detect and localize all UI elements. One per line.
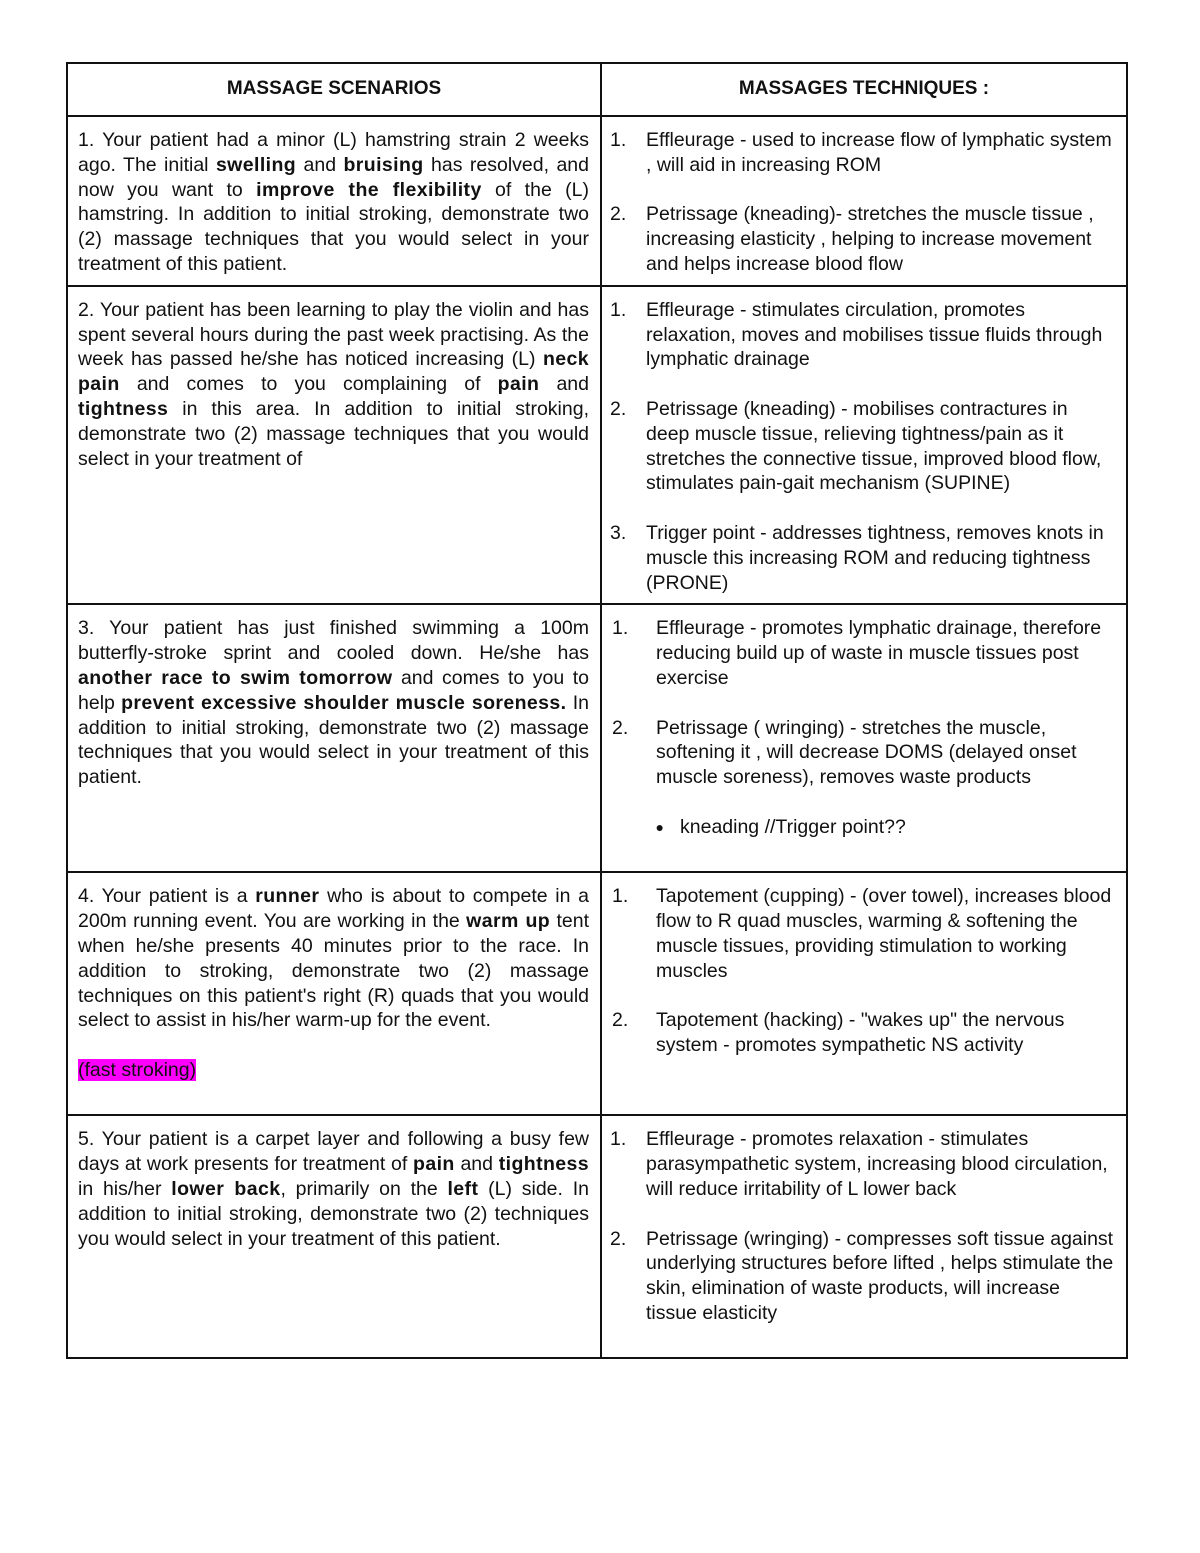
list-number: 1. (610, 129, 627, 151)
text-run: 2. Your patient has been learning to play the violin and has spent several hours during the past week practising. As the week has passed he/she has noticed increasing (L) (78, 298, 589, 371)
text-run: 1. Your patient had a minor (L) hamstring strain 2 weeks ago. The initial (78, 129, 589, 176)
technique-list (610, 1127, 1116, 1325)
bold-phrase: left (447, 1177, 479, 1200)
technique-item (610, 1227, 1116, 1326)
list-number: 2. (610, 1227, 627, 1250)
text-run: 5. Your patient is a carpet layer and following a busy few days at work presents for treatment of (78, 1128, 589, 1176)
technique-item (610, 128, 1116, 178)
technique-text: Trigger point - addresses tightness, removes knots in muscle this increasing ROM and reducing tightness (PRONE) (646, 521, 1104, 594)
bold-phrase: pain (413, 1153, 455, 1176)
bullet-item (610, 815, 1116, 840)
list-number: 1. (610, 298, 627, 321)
technique-list (610, 298, 1116, 596)
technique-text: Petrissage (kneading) - mobilises contractures in deep muscle tissue, relieving tightness/pain as it stretches the connective tissue, improved blood flow, stimulates pain-gait mechanism (SUPINE) (646, 397, 1102, 495)
text-run: and (539, 373, 589, 396)
text-run: in his/her (78, 1177, 172, 1200)
technique-item (610, 298, 1116, 372)
bullet-text: kneading //Trigger point?? (680, 815, 906, 838)
highlighted-note: (fast stroking) (78, 1058, 197, 1081)
scenario-text (78, 1127, 589, 1251)
massage-table (66, 62, 1128, 1359)
bold-phrase: bruising (343, 153, 424, 176)
scenario-text (78, 298, 589, 472)
bold-phrase: tightness (78, 397, 169, 420)
bold-phrase: another race to swim tomorrow (78, 666, 393, 689)
techniques-cell (601, 872, 1127, 1115)
text-run: 4. Your patient is a (78, 885, 256, 908)
table-row (67, 1115, 1127, 1358)
scenario-text (78, 616, 589, 790)
technique-list (610, 128, 1116, 277)
bold-phrase: runner (255, 885, 320, 908)
text-run: and comes to you complaining of (119, 373, 498, 396)
bold-phrase: prevent excessive shoulder muscle soreness. (121, 691, 567, 714)
text-run: and (296, 153, 344, 176)
bullet-dot-icon: ● (655, 818, 664, 835)
text-run: and (454, 1153, 499, 1176)
list-number: 3. (610, 521, 627, 544)
technique-item (610, 521, 1116, 595)
text-run: has resolved, and now you want to (78, 153, 589, 201)
list-number: 2. (612, 1009, 629, 1032)
technique-item (610, 716, 1116, 790)
text-run: and comes to you to help (78, 666, 589, 714)
text-run: (L) side. In addition to initial stroking, demonstrate two (2) techniques you would select in your treatment of this patient. (78, 1177, 589, 1250)
techniques-cell (601, 1115, 1127, 1358)
bold-phrase: lower back (171, 1177, 281, 1200)
table-row (67, 116, 1127, 286)
table-row (67, 604, 1127, 872)
techniques-header: MASSAGES TECHNIQUES : (601, 63, 1127, 116)
text-run: tent when he/she presents 40 minutes prior to the race. In addition to stroking, demonstrate two (2) massage techniques on this patient's right (R) quads that you would select to assist in his/her warm-up for the event. (78, 910, 589, 1032)
scenario-cell (67, 116, 601, 286)
list-number: 1. (612, 885, 629, 908)
technique-text: Effleurage - promotes lymphatic drainage, therefore reducing build up of waste in muscle tissues post exercise (656, 617, 1102, 689)
table-row (67, 286, 1127, 605)
techniques-cell (601, 286, 1127, 605)
technique-item (610, 202, 1116, 276)
list-number: 2. (610, 397, 627, 420)
scenario-cell (67, 604, 601, 872)
technique-text: Effleurage - stimulates circulation, promotes relaxation, moves and mobilises tissue fluids through lymphatic drainage (646, 298, 1103, 371)
technique-text: Petrissage (wringing) - compresses soft tissue against underlying structures before lifted , helps stimulate the skin, elimination of waste products, will increase tissue elasticity (646, 1227, 1114, 1324)
scenarios-header: MASSAGE SCENARIOS (67, 63, 601, 116)
list-number: 1. (612, 617, 629, 640)
list-number: 2. (612, 716, 629, 739)
technique-text: Tapotement (hacking) - "wakes up" the nervous system - promotes sympathetic NS activity (656, 1009, 1065, 1057)
text-run: who is about to compete in a 200m running event. You are working in the (78, 885, 589, 933)
text-run: 3. Your patient has just finished swimming a 100m butterfly-stroke sprint and cooled down. He/she has (78, 617, 589, 665)
technique-text: Petrissage ( wringing) - stretches the muscle, softening it , will decrease DOMS (delayed onset muscle soreness), removes waste products (656, 716, 1077, 789)
bold-phrase: neck pain (78, 348, 589, 396)
technique-item (610, 1008, 1116, 1058)
technique-item (610, 616, 1116, 690)
techniques-cell (601, 116, 1127, 286)
bold-phrase: swelling (215, 153, 297, 176)
bold-phrase: improve the flexibility (256, 178, 482, 201)
technique-item (610, 884, 1116, 983)
technique-text: Tapotement (cupping) - (over towel), increases blood flow to R quad muscles, warming & softening the muscle tissues, providing stimulation to working muscles (656, 885, 1112, 982)
techniques-cell (601, 604, 1127, 872)
technique-list (610, 884, 1116, 1058)
technique-text: Effleurage - used to increase flow of lymphatic system , will aid in increasing ROM (646, 129, 1112, 176)
scenario-cell (67, 1115, 601, 1358)
scenario-cell (67, 872, 601, 1115)
technique-text: Effleurage - promotes relaxation - stimulates parasympathetic system, increasing blood circulation, will reduce irritability of L lower back (646, 1128, 1108, 1200)
table-header-row (67, 63, 1127, 116)
technique-item (610, 1127, 1116, 1201)
technique-text: Petrissage (kneading)- stretches the muscle tissue , increasing elasticity , helping to increase movement and helps increase blood flow (646, 203, 1094, 275)
scenario-cell (67, 286, 601, 605)
scenario-text (78, 128, 589, 277)
text-run: in this area. In addition to initial stroking, demonstrate two (2) massage techniques that you would select in your treatment of (78, 397, 589, 470)
text-run: , primarily on the (280, 1177, 448, 1200)
text-run: In addition to initial stroking, demonstrate two (2) massage techniques that you would select in your treatment of this patient. (78, 691, 589, 789)
scenario-text (78, 884, 589, 1033)
bold-phrase: pain (497, 373, 540, 396)
technique-list (610, 616, 1116, 790)
list-number: 2. (610, 203, 627, 226)
table-row (67, 872, 1127, 1115)
list-number: 1. (610, 1128, 627, 1151)
technique-item (610, 397, 1116, 496)
bold-phrase: tightness (498, 1153, 590, 1176)
text-run: of the (L) hamstring. In addition to initial stroking, demonstrate two (2) massage techniques that you would select in your treatment of this patient. (78, 178, 589, 275)
bold-phrase: warm up (466, 910, 551, 933)
